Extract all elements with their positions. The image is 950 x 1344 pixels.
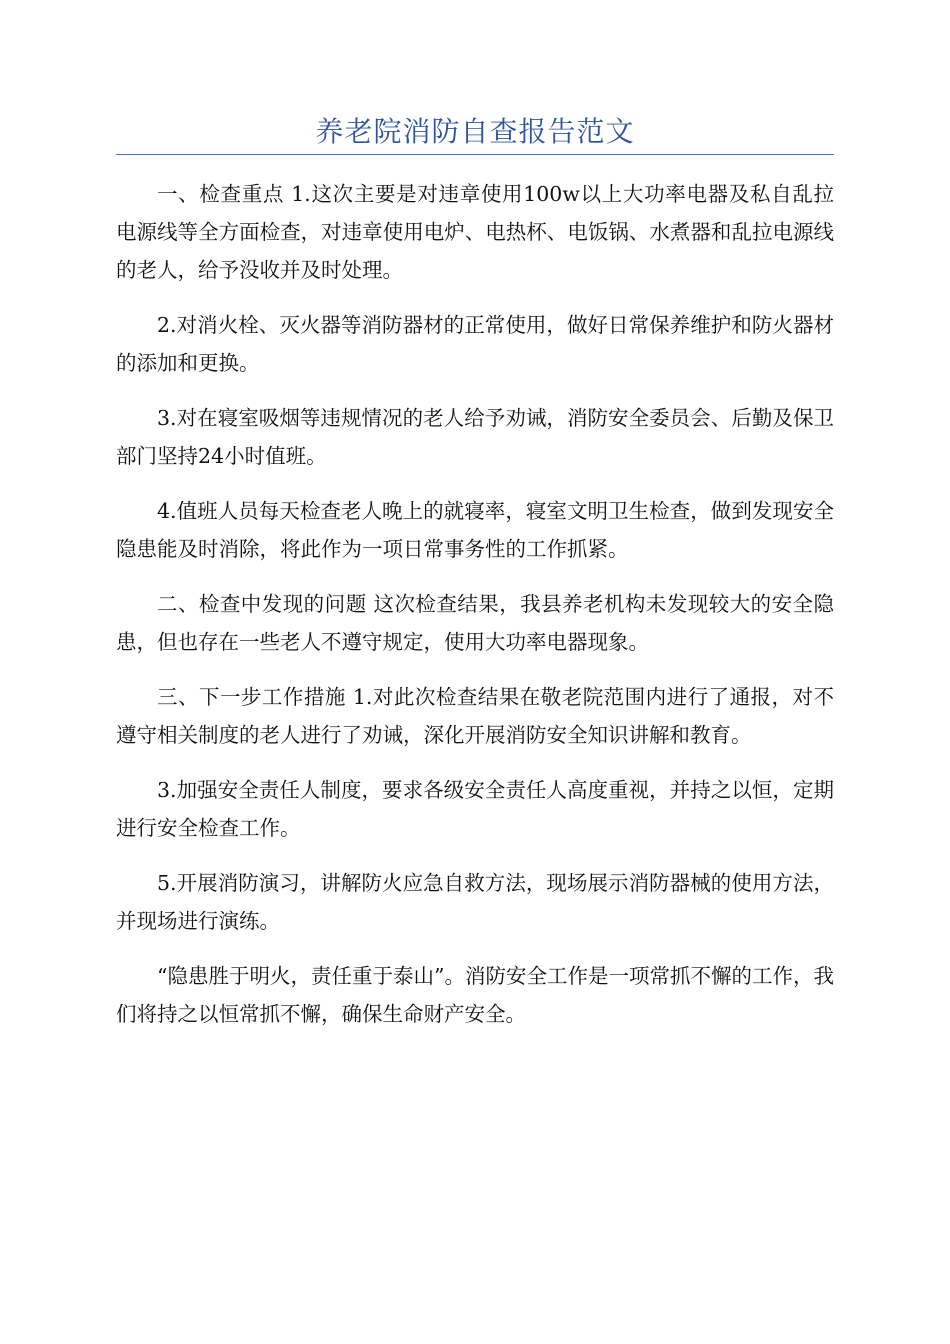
- paragraph-6: 三、下一步工作措施 1.对此次检查结果在敬老院范围内进行了通报，对不遵守相关制度的老人进行了劝诫，深化开展消防安全知识讲解和教育。: [116, 685, 834, 747]
- paragraph-9: “隐患胜于明火，责任重于泰山”。消防安全工作是一项常抓不懈的工作，我们将持之以恒常抓不懈，确保生命财产安全。: [116, 964, 834, 1026]
- document-body: [116, 175, 834, 1050]
- paragraph-3: 3.对在寝室吸烟等违规情况的老人给予劝诫，消防安全委员会、后勤及保卫部门坚持24小时值班。: [116, 406, 834, 468]
- title-underline: [116, 154, 834, 155]
- paragraph-7: 3.加强安全责任人制度，要求各级安全责任人高度重视，并持之以恒，定期进行安全检查工作。: [116, 778, 834, 840]
- paragraph-5: 二、检查中发现的问题 这次检查结果，我县养老机构未发现较大的安全隐患，但也存在一些老人不遵守规定，使用大功率电器现象。: [116, 592, 834, 654]
- paragraph-1: 一、检查重点 1.这次主要是对违章使用100w以上大功率电器及私自乱拉电源线等全方面检查，对违章使用电炉、电热杯、电饭锅、水煮器和乱拉电源线的老人，给予没收并及时处理。: [116, 182, 834, 282]
- paragraph-4: 4.值班人员每天检查老人晚上的就寝率，寝室文明卫生检查，做到发现安全隐患能及时消除，将此作为一项日常事务性的工作抓紧。: [116, 499, 834, 561]
- paragraph-8: 5.开展消防演习，讲解防火应急自救方法，现场展示消防器械的使用方法，并现场进行演练。: [116, 871, 834, 933]
- paragraph-2: 2.对消火栓、灭火器等消防器材的正常使用，做好日常保养维护和防火器材的添加和更换。: [116, 313, 834, 375]
- document-title: 养老院消防自查报告范文: [315, 115, 635, 148]
